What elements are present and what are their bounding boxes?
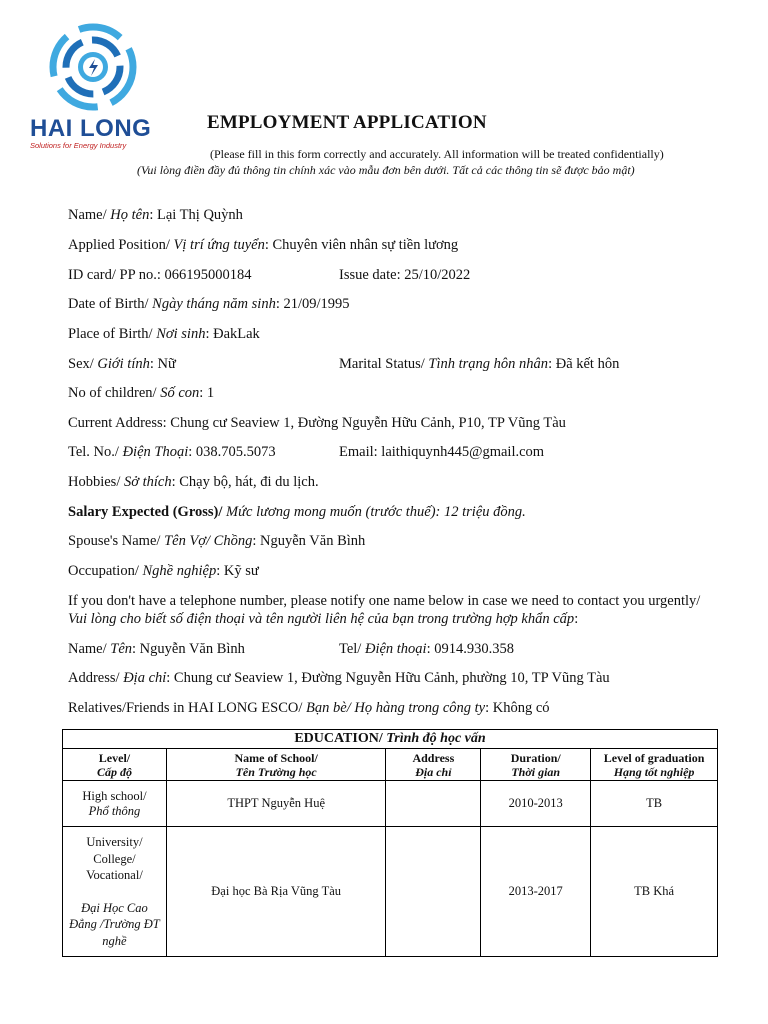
education-caption-row — [63, 730, 718, 749]
form-note-en: (Please fill in this form correctly and accurately. All information will be treated confidentially) — [210, 147, 664, 161]
education-caption: EDUCATION/ Trình độ học vấn — [63, 730, 718, 749]
level-cell: High school/ Phổ thông — [63, 781, 167, 827]
field-issue-date: Issue date: 25/10/2022 — [339, 267, 471, 283]
duration-cell: 2013-2017 — [481, 827, 591, 957]
field-date-of-birth: Date of Birth/ Ngày tháng năm sinh: 21/09/1995 — [68, 296, 350, 312]
header-level: Level/ Cấp độ — [63, 749, 167, 781]
header-address: Address Địa chỉ — [386, 749, 481, 781]
grade-cell: TB Khá — [591, 827, 718, 957]
school-cell: Đại học Bà Rịa Vũng Tàu — [166, 827, 386, 957]
field-place-of-birth: Place of Birth/ Nơi sinh: ĐakLak — [68, 326, 260, 342]
education-header-row — [63, 749, 718, 781]
field-contact-address: Address/ Địa chỉ: Chung cư Seaview 1, Đường Nguyễn Hữu Cảnh, phường 10, TP Vũng Tàu — [68, 670, 610, 686]
header-duration: Duration/ Thời gian — [481, 749, 591, 781]
form-note-vi: (Vui lòng điền đầy đủ thông tin chính xác vào mẫu đơn bên dưới. Tất cả các thông tin sẽ được bảo mật) — [137, 163, 635, 177]
address-cell — [386, 781, 481, 827]
emergency-contact-note: If you don't have a telephone number, please notify one name below in case we need to contact you urgently/ — [68, 593, 701, 609]
field-email: Email: laithiquynh445@gmail.com — [339, 444, 545, 460]
header-graduation: Level of graduation Hạng tốt nghiệp — [591, 749, 718, 781]
header-school: Name of School/ Tên Trường học — [166, 749, 386, 781]
field-spouse-name: Spouse's Name/ Tên Vợ/ Chồng: Nguyễn Văn Bình — [68, 533, 366, 549]
field-contact-name: Name/ Tên: Nguyễn Văn Bình — [68, 641, 245, 657]
field-name: Name/ Họ tên: Lại Thị Quỳnh — [68, 207, 243, 223]
grade-cell: TB — [591, 781, 718, 827]
level-cell: University/ College/ Vocational/ Đại Học Cao Đẳng /Trường ĐT nghề — [63, 827, 167, 957]
field-id-card: ID card/ PP no.: 066195000184 — [68, 267, 252, 283]
field-relatives: Relatives/Friends in HAI LONG ESCO/ Bạn bè/ Họ hàng trong công ty: Không có — [68, 700, 550, 716]
field-children: No of children/ Số con: 1 — [68, 385, 215, 401]
company-logo — [26, 20, 166, 155]
turbine-swirl-icon — [48, 20, 138, 115]
table-row — [63, 781, 718, 827]
address-cell — [386, 827, 481, 957]
field-hobbies: Hobbies/ Sở thích: Chạy bộ, hát, đi du lịch. — [68, 474, 319, 490]
page-title: EMPLOYMENT APPLICATION — [207, 112, 487, 133]
brand-name: HAI LONG — [30, 115, 152, 142]
field-occupation: Occupation/ Nghề nghiệp: Kỹ sư — [68, 563, 259, 579]
table-row — [63, 827, 718, 957]
field-applied-position: Applied Position/ Vị trí ứng tuyển: Chuyên viên nhân sự tiền lương — [68, 237, 459, 253]
brand-tagline: Solutions for Energy Industry — [30, 141, 127, 150]
field-telephone: Tel. No./ Điện Thoại: 038.705.5073 — [68, 444, 276, 460]
emergency-contact-note-vi: Vui lòng cho biết số điện thoại và tên người liên hệ của bạn trong trường hợp khẩn cấp: — [68, 611, 579, 627]
field-salary-expected: Salary Expected (Gross)/ Mức lương mong muốn (trước thuế): 12 triệu đồng. — [68, 504, 526, 520]
education-table — [62, 729, 718, 957]
school-cell: THPT Nguyễn Huệ — [166, 781, 386, 827]
field-current-address: Current Address: Chung cư Seaview 1, Đường Nguyễn Hữu Cảnh, P10, TP Vũng Tàu — [68, 415, 566, 431]
field-sex: Sex/ Giới tính: Nữ — [68, 356, 176, 372]
duration-cell: 2010-2013 — [481, 781, 591, 827]
field-marital-status: Marital Status/ Tình trạng hôn nhân: Đã kết hôn — [339, 356, 620, 372]
field-contact-tel: Tel/ Điện thoại: 0914.930.358 — [339, 641, 514, 657]
